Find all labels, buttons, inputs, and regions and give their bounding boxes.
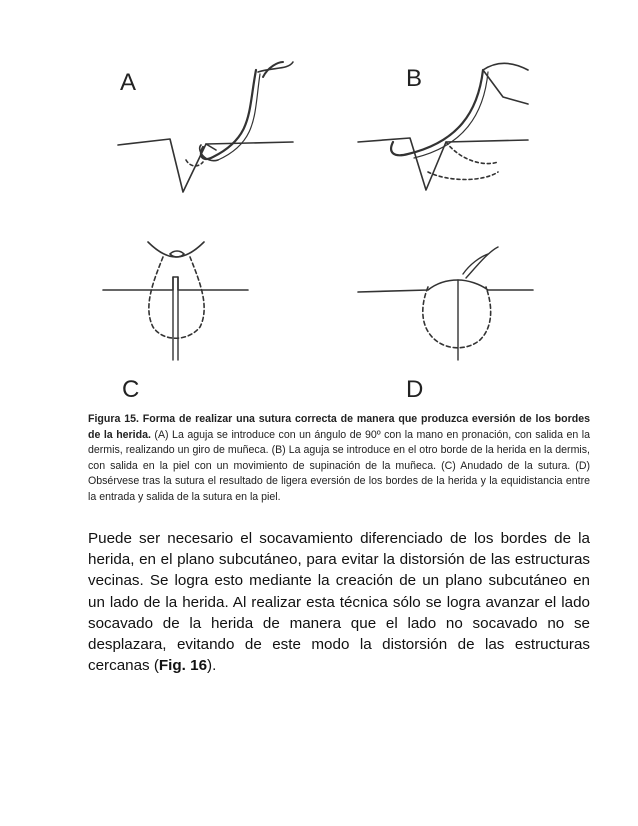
suture-illustration: [88, 42, 588, 412]
panel-label-a: A: [120, 69, 137, 96]
paragraph-end: ).: [207, 657, 217, 675]
panel-label-c: C: [122, 376, 140, 403]
panel-d-drawing: [358, 247, 533, 360]
panel-a-drawing: [118, 62, 293, 192]
panel-label-d: D: [406, 376, 424, 403]
figure-caption: [88, 412, 590, 506]
suture-figure: [88, 42, 588, 412]
panel-b-drawing: [358, 63, 528, 190]
caption-text: (A) La aguja se introduce con un ángulo de 90º con la mano en pronación, con salida en la dermis, realizando un giro de muñeca. (B) La aguja se introduce en el otro borde de la herida en la dermis, con salida en la piel con un movimiento de supinación de la muñeca. (C) Anudado de la sutura. (D) Obsérvese tras la sutura el resultado de ligera eversión de los bordes de la herida y la equidistancia entre la entrada y salida de la sutura en la piel.: [88, 428, 590, 503]
paragraph-text: Puede ser necesario el socavamiento diferenciado de los bordes de la herida, en el plano subcutáneo, para evitar la distorsión de las estructuras vecinas. Se logra esto mediante la creación de un plano subcutáneo en un lado de la herida. Al realizar esta técnica sólo se logra avanzar el lado socavado de la herida de manera que el lado no socavado no se desplazara, evitando de este modo la distorsión de las estructuras cercanas (: [88, 530, 590, 675]
panel-label-b: B: [406, 65, 423, 92]
panel-c-drawing: [103, 242, 248, 360]
figure-reference-link[interactable]: Fig. 16: [158, 657, 208, 675]
caption-title: Figura 15. Forma de realizar una sutura correcta de manera que produzca eversión de los bordes de la herida.: [88, 413, 590, 441]
body-paragraph: [88, 528, 590, 676]
